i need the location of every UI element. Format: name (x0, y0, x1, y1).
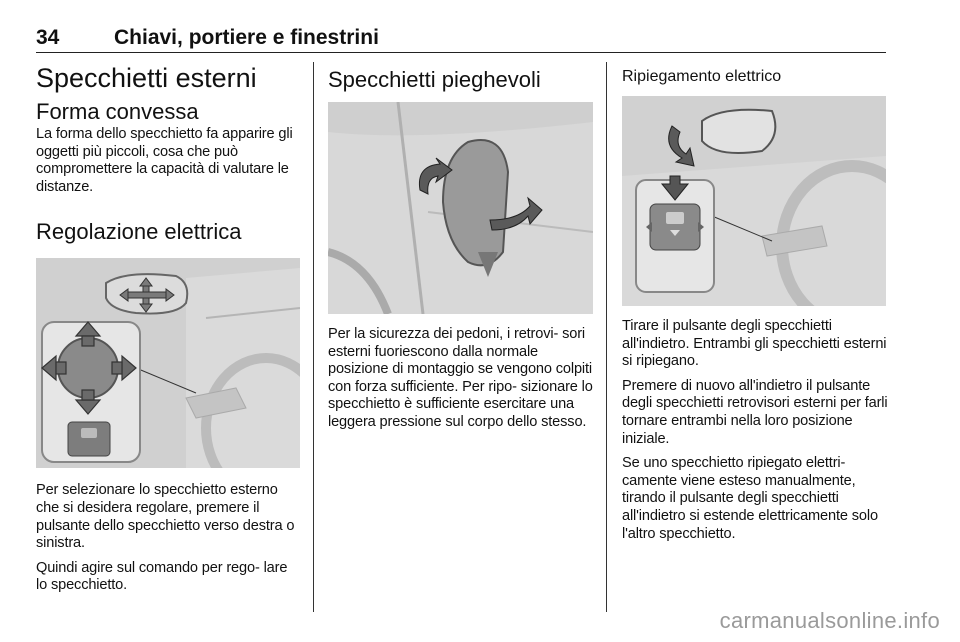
column-divider (606, 62, 607, 612)
electric-folding-illustration (622, 96, 886, 306)
electric-folding-text-1: Tirare il pulsante degli specchietti all'indietro. Entrambi gli specchietti esterni si ripiegano. (622, 318, 887, 370)
page-number: 34 (36, 26, 60, 49)
electric-heading: Regolazione elettrica (36, 219, 242, 245)
mirror-adjust-illustration (36, 258, 300, 468)
electric-folding-text-3: Se uno specchietto ripiegato elettri- camente viene esteso manualmente, tirando il pulsante degli specchietti all'indietro si estende elettricamente solo l'altro specchietto. (622, 455, 878, 542)
convex-heading: Forma convessa (36, 99, 199, 124)
electric-text-1: Per selezionare lo specchietto esterno che si desidera regolare, premere il pulsante dello specchietto verso destra o sinistra. (36, 482, 295, 552)
column-middle (328, 62, 593, 432)
column-left (36, 62, 300, 595)
column-right (622, 62, 888, 543)
folding-heading: Specchietti pieghevoli (328, 67, 541, 92)
electric-folding-heading: Ripiegamento elettrico (622, 68, 782, 85)
watermark: carmanualsonline.info (719, 608, 940, 633)
page-header (36, 24, 886, 53)
electric-text-2: Quindi agire sul comando per rego- lare lo specchietto. (36, 559, 288, 594)
convex-text: La forma dello specchietto fa apparire gli oggetti più piccoli, cosa che può compromettere la capacità di valutare le distanze. (36, 126, 293, 195)
folding-mirror-illustration (328, 102, 593, 314)
electric-folding-text-2: Premere di nuovo all'indietro il pulsante degli specchietti retrovisori esterni per farli tornare entrambi nella loro posizione iniziale. (622, 377, 888, 447)
section-title: Specchietti esterni (36, 63, 257, 93)
chapter-title: Chiavi, portiere e finestrini (114, 26, 379, 49)
column-divider (313, 62, 314, 612)
folding-text: Per la sicurezza dei pedoni, i retrovi- sori esterni fuoriescono dalla normale posizione di montaggio se vengono colpiti con forza sufficiente. Per ripo- sizionare lo specchietto è sufficiente esercitare una leggera pressione sul corpo dello stesso. (328, 326, 593, 430)
